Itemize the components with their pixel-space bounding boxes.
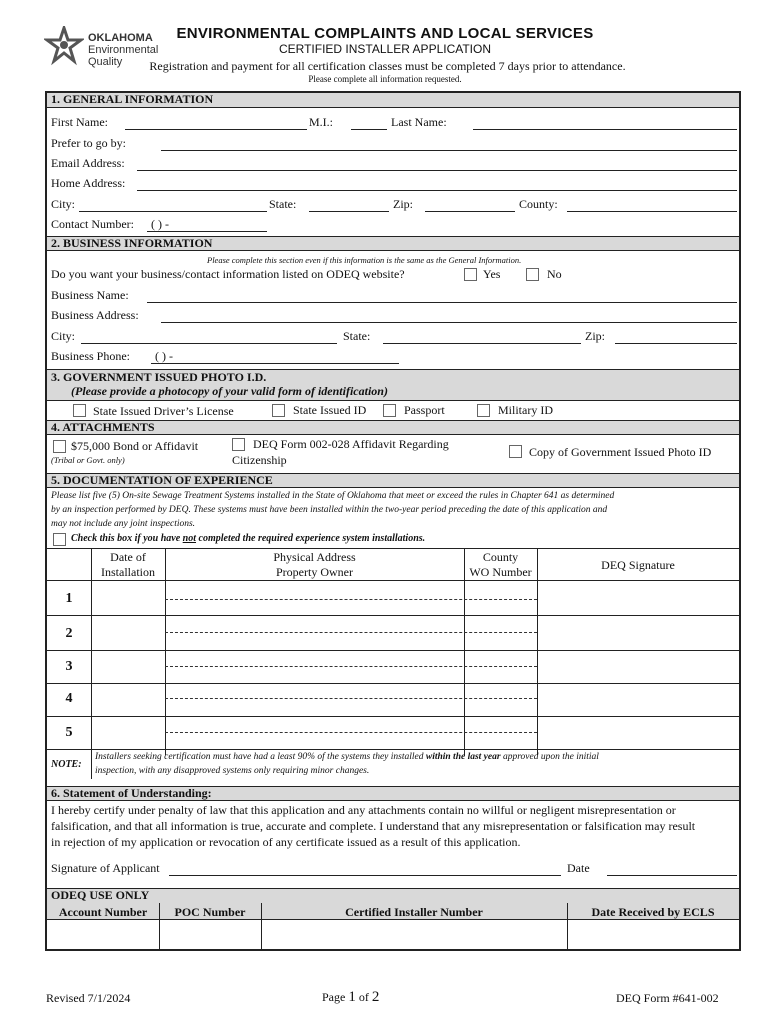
business-address-label: Business Address: — [51, 308, 139, 322]
statement-line-1: I hereby certify under penalty of law that this application and any attachments contain no willful or negligent misrepresentation or — [51, 803, 676, 817]
mi-field[interactable] — [351, 129, 387, 130]
row-1-divider — [165, 599, 537, 600]
section-experience-heading: 5. DOCUMENTATION OF EXPERIENCE — [47, 473, 739, 488]
row-3-divider — [165, 666, 537, 667]
business-state-field[interactable] — [383, 343, 581, 344]
website-no-label: No — [547, 267, 562, 281]
state-id-label: State Issued ID — [293, 403, 367, 417]
poc-number-header: POC Number — [174, 905, 246, 919]
col-address-header: Physical Address Property Owner — [273, 550, 356, 579]
home-address-field[interactable] — [137, 190, 737, 191]
first-name-label: First Name: — [51, 115, 108, 129]
email-field[interactable] — [137, 170, 737, 171]
zip-field[interactable] — [425, 211, 515, 212]
email-label: Email Address: — [51, 156, 125, 170]
business-state-label: State: — [343, 329, 371, 343]
experience-instructions-1: Please list five (5) On-site Sewage Treatment Systems installed in the State of Oklahoma that meet or exceed the rules in Chapter 641 as determined — [51, 491, 615, 501]
business-phone-label: Business Phone: — [51, 349, 131, 363]
last-name-label: Last Name: — [391, 115, 447, 129]
business-city-field[interactable] — [81, 343, 337, 344]
odeq-title: ODEQ USE ONLY — [51, 888, 150, 902]
photo-id-title: 3. GOVERNMENT ISSUED PHOTO I.D. — [51, 370, 267, 384]
note-text-2: inspection, with any disapproved systems only requiring minor changes. — [95, 766, 370, 776]
no-experience-label: Check this box if you have not completed the required experience system installations. — [71, 533, 426, 544]
statement-line-3: in rejection of my application or revocation of any certificate issued as a result of this application. — [51, 835, 521, 849]
section-attachments-heading: 4. ATTACHMENTS — [47, 420, 739, 435]
signature-label: Signature of Applicant — [51, 861, 160, 875]
city-label: City: — [51, 197, 76, 211]
county-field[interactable] — [567, 211, 737, 212]
county-label: County: — [519, 197, 558, 211]
installer-number-field[interactable] — [263, 921, 565, 947]
contact-number-field[interactable] — [147, 231, 267, 232]
experience-instructions-3: may not include any joint inspections. — [51, 519, 196, 529]
prefer-field[interactable] — [161, 150, 737, 151]
military-id-label: Military ID — [498, 403, 553, 417]
mi-label: M.I.: — [309, 115, 333, 129]
account-number-header: Account Number — [58, 905, 148, 919]
drivers-license-label: State Issued Driver’s License — [93, 404, 234, 418]
section-business-heading: 2. BUSINESS INFORMATION — [47, 236, 739, 251]
business-zip-field[interactable] — [615, 343, 737, 344]
revised-date: Revised 7/1/2024 — [46, 991, 131, 1005]
signature-field[interactable] — [169, 875, 561, 876]
note-text-1: Installers seeking certification must have had a least 90% of the systems they installed within the last year approved upon the initial — [95, 752, 599, 762]
bond-label: $75,000 Bond or Affidavit — [71, 439, 199, 453]
zip-label: Zip: — [393, 197, 413, 211]
business-name-field[interactable] — [147, 302, 737, 303]
date-field[interactable] — [607, 875, 737, 876]
date-received-field[interactable] — [569, 921, 737, 947]
first-name-field[interactable] — [125, 129, 307, 130]
section-general-heading: 1. GENERAL INFORMATION — [47, 93, 739, 108]
deq-form-checkbox[interactable] — [232, 438, 245, 451]
passport-label: Passport — [404, 403, 445, 417]
deq-form-label-2: Citizenship — [232, 453, 287, 467]
business-city-label: City: — [51, 329, 76, 343]
state-field[interactable] — [309, 211, 389, 212]
state-id-checkbox[interactable] — [272, 404, 285, 417]
website-question: Do you want your business/contact information listed on ODEQ website? — [51, 267, 405, 281]
no-experience-checkbox[interactable] — [53, 533, 66, 546]
note-label: NOTE: — [51, 759, 82, 770]
business-note: Please complete this section even if this information is the same as the General Information. — [207, 255, 522, 265]
business-address-field[interactable] — [161, 322, 737, 323]
col-date-header: Date of Installation — [101, 550, 155, 579]
poc-number-field[interactable] — [161, 921, 259, 947]
col-county-header: County WO Number — [469, 550, 532, 579]
website-no-checkbox[interactable] — [526, 268, 539, 281]
form-number: DEQ Form #641-002 — [616, 991, 719, 1005]
row-number-4: 4 — [65, 691, 73, 706]
row-5-divider — [165, 732, 537, 733]
application-form — [45, 91, 741, 951]
business-zip-label: Zip: — [585, 329, 605, 343]
contact-number-format: ( ) - — [151, 217, 169, 231]
statement-line-2: falsification, and that all information is true, accurate and complete. I understand that any misrepresentation or falsification may result — [51, 819, 696, 833]
page-number: Page 1 of 2 — [322, 989, 380, 1005]
photo-id-subtitle: (Please provide a photocopy of your valid form of identification) — [71, 384, 388, 398]
business-phone-field[interactable] — [151, 363, 399, 364]
account-number-field[interactable] — [49, 921, 157, 947]
logo-line-1: OKLAHOMA — [88, 32, 153, 44]
bond-checkbox[interactable] — [53, 440, 66, 453]
registration-note: Registration and payment for all certification classes must be completed 7 days prior to attendance. — [149, 59, 626, 73]
bond-note: (Tribal or Govt. only) — [51, 455, 125, 465]
row-2-divider — [165, 632, 537, 633]
military-id-checkbox[interactable] — [477, 404, 490, 417]
section-statement-heading: 6. Statement of Understanding: — [47, 786, 739, 801]
col-signature-header: DEQ Signature — [601, 558, 675, 572]
row-number-5: 5 — [65, 725, 73, 740]
home-address-label: Home Address: — [51, 176, 126, 190]
drivers-license-checkbox[interactable] — [73, 404, 86, 417]
last-name-field[interactable] — [473, 129, 737, 130]
passport-checkbox[interactable] — [383, 404, 396, 417]
copy-id-checkbox[interactable] — [509, 445, 522, 458]
installer-number-header: Certified Installer Number — [345, 905, 483, 919]
experience-instructions-2: by an inspection performed by DEQ. These systems must have been installed within the two-year period preceding the date of this application and — [51, 505, 608, 515]
state-label: State: — [269, 197, 297, 211]
row-4-divider — [165, 698, 537, 699]
odeq-star-icon — [44, 26, 84, 66]
page-title: ENVIRONMENTAL COMPLAINTS AND LOCAL SERVICES — [176, 25, 594, 42]
website-yes-checkbox[interactable] — [464, 268, 477, 281]
business-name-label: Business Name: — [51, 288, 129, 302]
copy-id-label: Copy of Government Issued Photo ID — [529, 445, 712, 459]
business-phone-format: ( ) - — [155, 349, 173, 363]
logo-line-3: Quality — [88, 56, 123, 68]
website-yes-label: Yes — [483, 267, 501, 281]
logo-line-2: Environmental — [88, 44, 159, 56]
section-photo-id-heading — [47, 369, 739, 401]
prefer-label: Prefer to go by: — [51, 136, 126, 150]
page-subtitle: CERTIFIED INSTALLER APPLICATION — [278, 42, 492, 56]
complete-note: Please complete all information requested. — [308, 74, 462, 84]
city-field[interactable] — [79, 211, 267, 212]
row-number-2: 2 — [65, 626, 73, 641]
row-number-3: 3 — [65, 659, 73, 674]
date-label: Date — [567, 861, 590, 875]
deq-form-label-1: DEQ Form 002-028 Affidavit Regarding — [253, 437, 449, 451]
row-number-1: 1 — [65, 591, 73, 606]
contact-number-label: Contact Number: — [51, 217, 134, 231]
date-received-header: Date Received by ECLS — [591, 905, 715, 919]
